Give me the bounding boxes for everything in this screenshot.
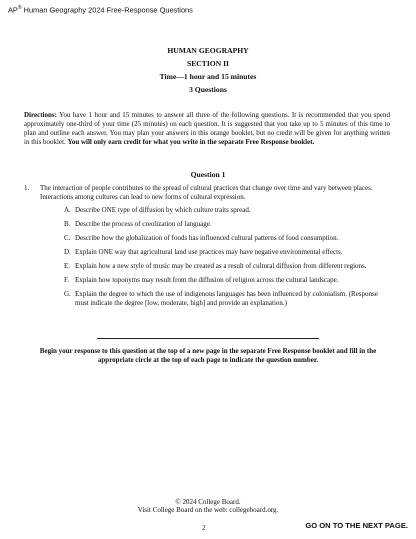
question-part-a bbox=[64, 206, 384, 215]
section-title-block bbox=[0, 44, 416, 96]
question-parts-list bbox=[64, 206, 384, 313]
question-stem bbox=[24, 184, 390, 202]
part-letter: G. bbox=[64, 290, 71, 298]
question-part-b bbox=[64, 220, 384, 229]
directions-label: Directions: bbox=[24, 111, 57, 119]
part-text: Explain how a new style of music may be created as a result of cultural diffusion from different regions. bbox=[75, 262, 367, 270]
part-letter: A. bbox=[64, 206, 71, 214]
part-letter: B. bbox=[64, 220, 71, 228]
page-number: 2 bbox=[202, 524, 206, 532]
page-footer bbox=[0, 498, 416, 514]
time-limit: Time—1 hour and 15 minutes bbox=[159, 72, 257, 81]
part-text: Explain ONE way that agricultural land use practices may have negative environmental effects. bbox=[75, 248, 343, 256]
part-text: Describe the process of creolization of language. bbox=[75, 220, 212, 228]
part-letter: F. bbox=[64, 276, 70, 284]
response-instructions: Begin your response to this question at the top of a new page in the separate Free Response booklet and fill in the appropriate circle at the top of each page to indicate the question number. bbox=[39, 347, 377, 364]
directions-body: You have 1 hour and 15 minutes to answer all three of the following questions. It is recommended that you spend approximately one-third of your time (25 minutes) on each question. It is suggested that you take up to 5 minutes of this time to plan and outline each answer. You may plan your answers in this orange booklet, but no credit will be given for anything written in this booklet. bbox=[24, 111, 390, 146]
part-letter: C. bbox=[64, 234, 71, 242]
question-part-e bbox=[64, 262, 384, 271]
section-label: SECTION II bbox=[187, 59, 229, 68]
question-part-g bbox=[64, 290, 384, 308]
header-title: Human Geography 2024 Free-Response Questions bbox=[21, 5, 193, 15]
running-header bbox=[8, 5, 193, 14]
directions-emphasis: You will only earn credit for what you write in the separate Free Response booklet. bbox=[67, 138, 315, 146]
part-text: Describe ONE type of diffusion by which culture traits spread. bbox=[75, 206, 251, 214]
question-number: 1. bbox=[24, 184, 30, 192]
copyright-line: © 2024 College Board. bbox=[175, 498, 241, 506]
directions-paragraph bbox=[24, 111, 390, 147]
part-text: Explain how toponyms may result from the diffusion of religion across the cultural landscape. bbox=[75, 276, 339, 284]
next-page-prompt: GO ON TO THE NEXT PAGE. bbox=[305, 521, 408, 530]
part-letter: E. bbox=[64, 262, 71, 270]
question-part-f bbox=[64, 276, 384, 285]
question-part-d bbox=[64, 248, 384, 257]
part-text: Explain the degree to which the use of indigenous languages has been influenced by colonialism. (Response must indicate the degree [low, moderate, high] and provide an explanation.) bbox=[75, 290, 378, 307]
question-heading: Question 1 bbox=[190, 170, 226, 179]
question-count: 3 Questions bbox=[189, 85, 227, 94]
registered-mark: ® bbox=[17, 5, 22, 11]
part-letter: D. bbox=[64, 248, 71, 256]
part-text: Describe how the globalization of foods has influenced cultural patterns of food consumption. bbox=[75, 234, 339, 242]
horizontal-divider bbox=[97, 338, 319, 339]
question-stem-text: The interaction of people contributes to the spread of cultural practices that change over time and vary between places. Interactions among cultures can lead to new forms of cultural expression. bbox=[40, 184, 373, 201]
website-line: Visit College Board on the web: collegeboard.org. bbox=[137, 506, 279, 514]
question-part-c bbox=[64, 234, 384, 243]
subject-title: HUMAN GEOGRAPHY bbox=[167, 46, 249, 55]
header-prefix: AP bbox=[8, 5, 18, 15]
